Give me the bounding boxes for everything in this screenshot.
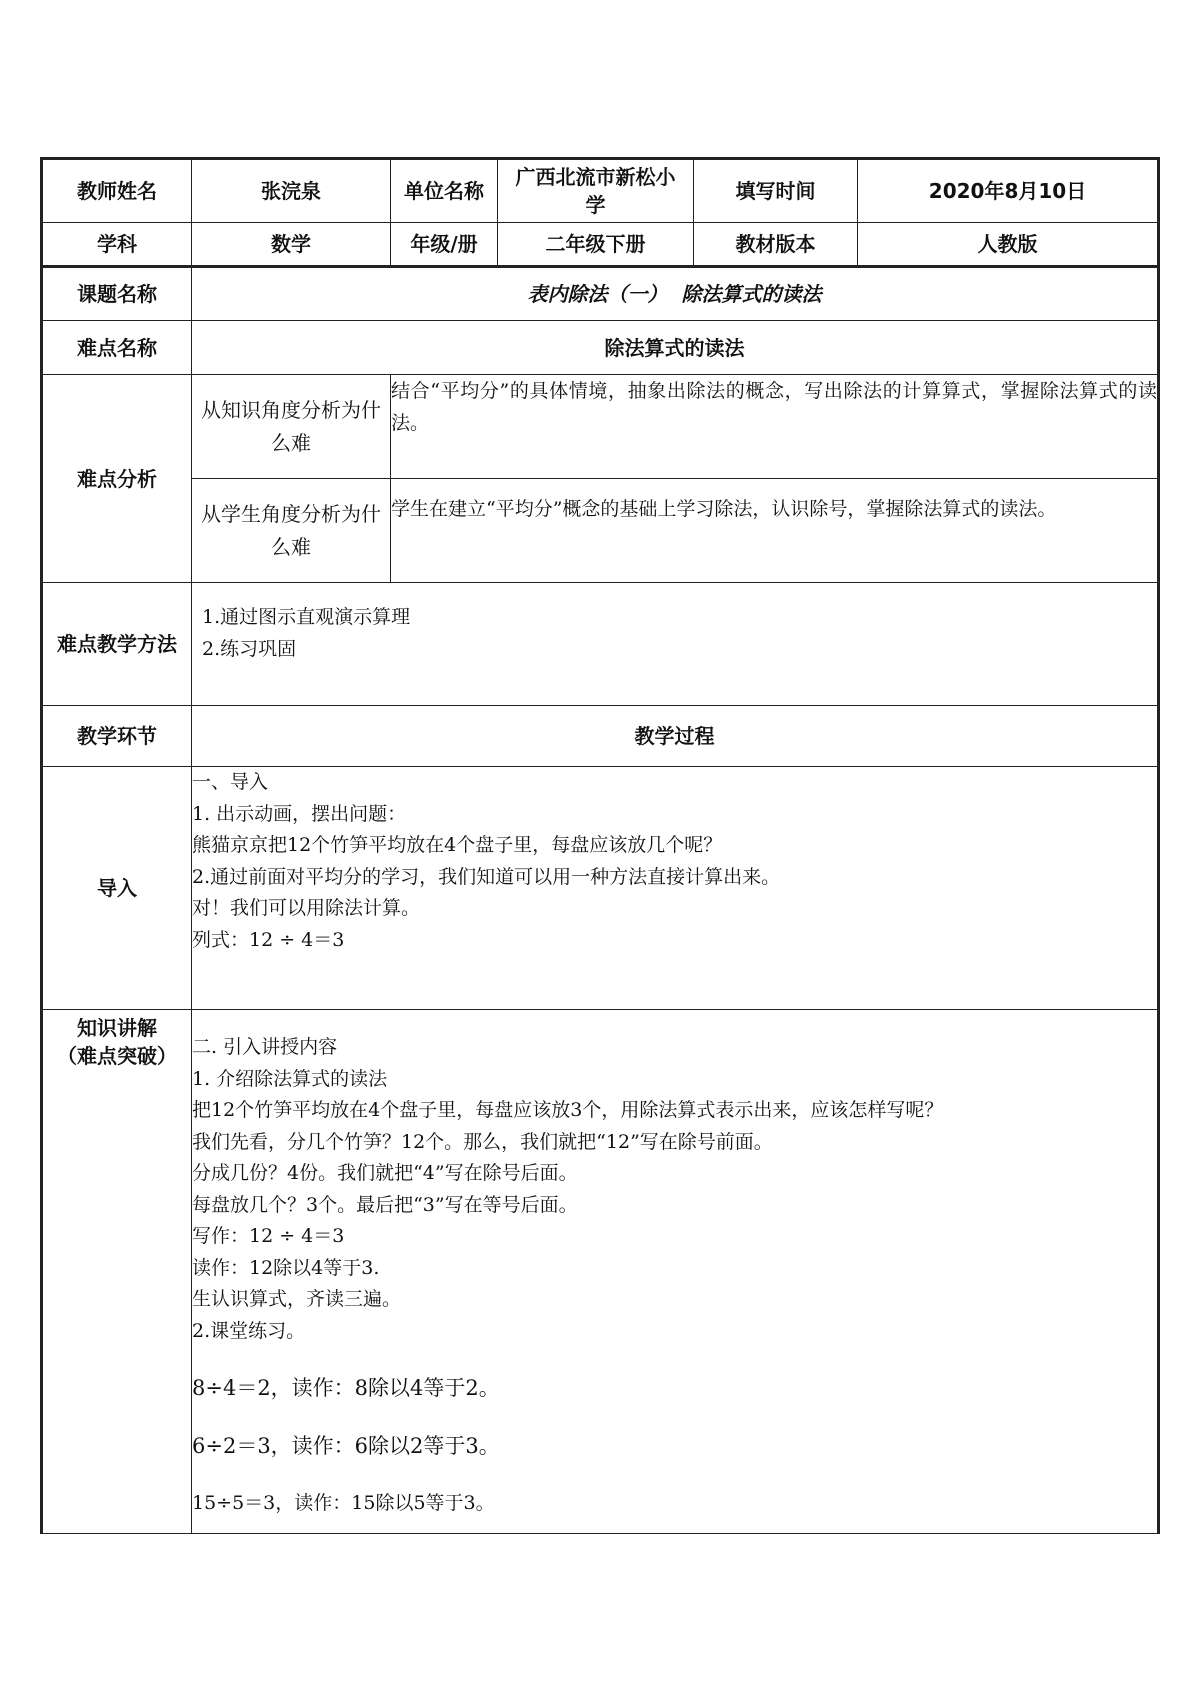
lecture-line: 写作：12 ÷ 4＝3 <box>192 1225 345 1247</box>
unit-label: 单位名称 <box>391 159 498 223</box>
exercise-line: 6÷2＝3，读作：6除以2等于3。 <box>192 1433 500 1458</box>
lecture-line: 1. 介绍除法算式的读法 <box>192 1067 388 1090</box>
lesson-plan-sheet <box>40 157 1157 1534</box>
method-row <box>42 583 1159 706</box>
teacher-label: 教师姓名 <box>42 159 192 223</box>
lecture-line: 我们先看，分几个竹笋？12个。那么，我们就把“12”写在除号前面。 <box>192 1130 773 1153</box>
process-label: 教学过程 <box>192 706 1159 767</box>
lecture-line: 二. 引入讲授内容 <box>192 1036 338 1058</box>
lecture-line: 读作：12除以4等于3. <box>192 1256 380 1279</box>
edition-value: 人教版 <box>858 223 1159 267</box>
lecture-line: 每盘放几个？3个。最后把“3”写在等号后面。 <box>192 1193 578 1216</box>
student-angle-text: 学生在建立“平均分”概念的基础上学习除法，认识除号，掌握除法算式的读法。 <box>391 479 1159 583</box>
unit-name: 广西北流市新松小学 <box>498 159 694 223</box>
intro-line: 列式：12 ÷ 4＝3 <box>192 928 345 951</box>
lecture-line: 分成几份？4份。我们就把“4”写在除号后面。 <box>192 1162 578 1184</box>
knowledge-angle-label: 从知识角度分析为什么难 <box>192 375 391 479</box>
analysis-student-row <box>42 479 1159 583</box>
intro-line: 对！我们可以用除法计算。 <box>192 897 421 919</box>
intro-line: 熊猫京京把12个竹笋平均放在4个盘子里，每盘应该放几个呢？ <box>192 834 723 856</box>
intro-line: 2.通过前面对平均分的学习，我们知道可以用一种方法直接计算出来。 <box>192 865 781 888</box>
lecture-content <box>192 1010 1159 1534</box>
lecture-line: 把12个竹笋平均放在4个盘子里，每盘应该放3个，用除法算式表示出来，应该怎样写呢？ <box>192 1099 944 1121</box>
difficulty-label: 难点名称 <box>42 321 192 375</box>
teacher-name: 张浣泉 <box>192 159 391 223</box>
lecture-label-line-1: 知识讲解 <box>77 1016 157 1040</box>
analysis-label: 难点分析 <box>42 375 192 583</box>
intro-line: 1. 出示动画，摆出问题： <box>192 802 407 825</box>
lecture-row <box>42 1010 1159 1534</box>
topic-row <box>42 267 1159 321</box>
exercise-line: 15÷5＝3，读作：15除以5等于3。 <box>192 1492 495 1514</box>
process-header-row <box>42 706 1159 767</box>
exercise-line: 8÷4＝2，读作：8除以4等于2。 <box>192 1376 500 1400</box>
intro-line: 一、导入 <box>192 771 269 793</box>
difficulty-value: 除法算式的读法 <box>192 321 1159 375</box>
topic-label: 课题名称 <box>42 267 192 321</box>
lecture-label-line-2: （难点突破） <box>57 1044 177 1068</box>
edition-label: 教材版本 <box>694 223 858 267</box>
subject-value: 数学 <box>192 223 391 267</box>
stage-label: 教学环节 <box>42 706 192 767</box>
method-label: 难点教学方法 <box>42 583 192 706</box>
date-label: 填写时间 <box>694 159 858 223</box>
analysis-knowledge-row <box>42 375 1159 479</box>
lecture-label <box>42 1010 192 1534</box>
method-item: 1.通过图示直观演示算理 <box>202 606 411 628</box>
intro-content <box>192 767 1159 1010</box>
lecture-line: 生认识算式，齐读三遍。 <box>192 1288 402 1310</box>
method-item: 2.练习巩固 <box>202 638 297 660</box>
subject-label: 学科 <box>42 223 192 267</box>
grade-label: 年级/册 <box>391 223 498 267</box>
lecture-line: 2.课堂练习。 <box>192 1319 306 1342</box>
grade-value: 二年级下册 <box>498 223 694 267</box>
lesson-plan-table <box>40 157 1160 1534</box>
student-angle-label: 从学生角度分析为什么难 <box>192 479 391 583</box>
fill-date: 2020年8月10日 <box>858 159 1159 223</box>
header-row-1 <box>42 159 1159 223</box>
header-row-2 <box>42 223 1159 267</box>
topic-value: 表内除法（一） 除法算式的读法 <box>192 267 1159 321</box>
intro-row <box>42 767 1159 1010</box>
knowledge-angle-text: 结合“平均分”的具体情境，抽象出除法的概念，写出除法的计算算式，掌握除法算式的读法。 <box>391 375 1159 479</box>
method-content <box>192 583 1159 706</box>
difficulty-row <box>42 321 1159 375</box>
intro-label: 导入 <box>42 767 192 1010</box>
